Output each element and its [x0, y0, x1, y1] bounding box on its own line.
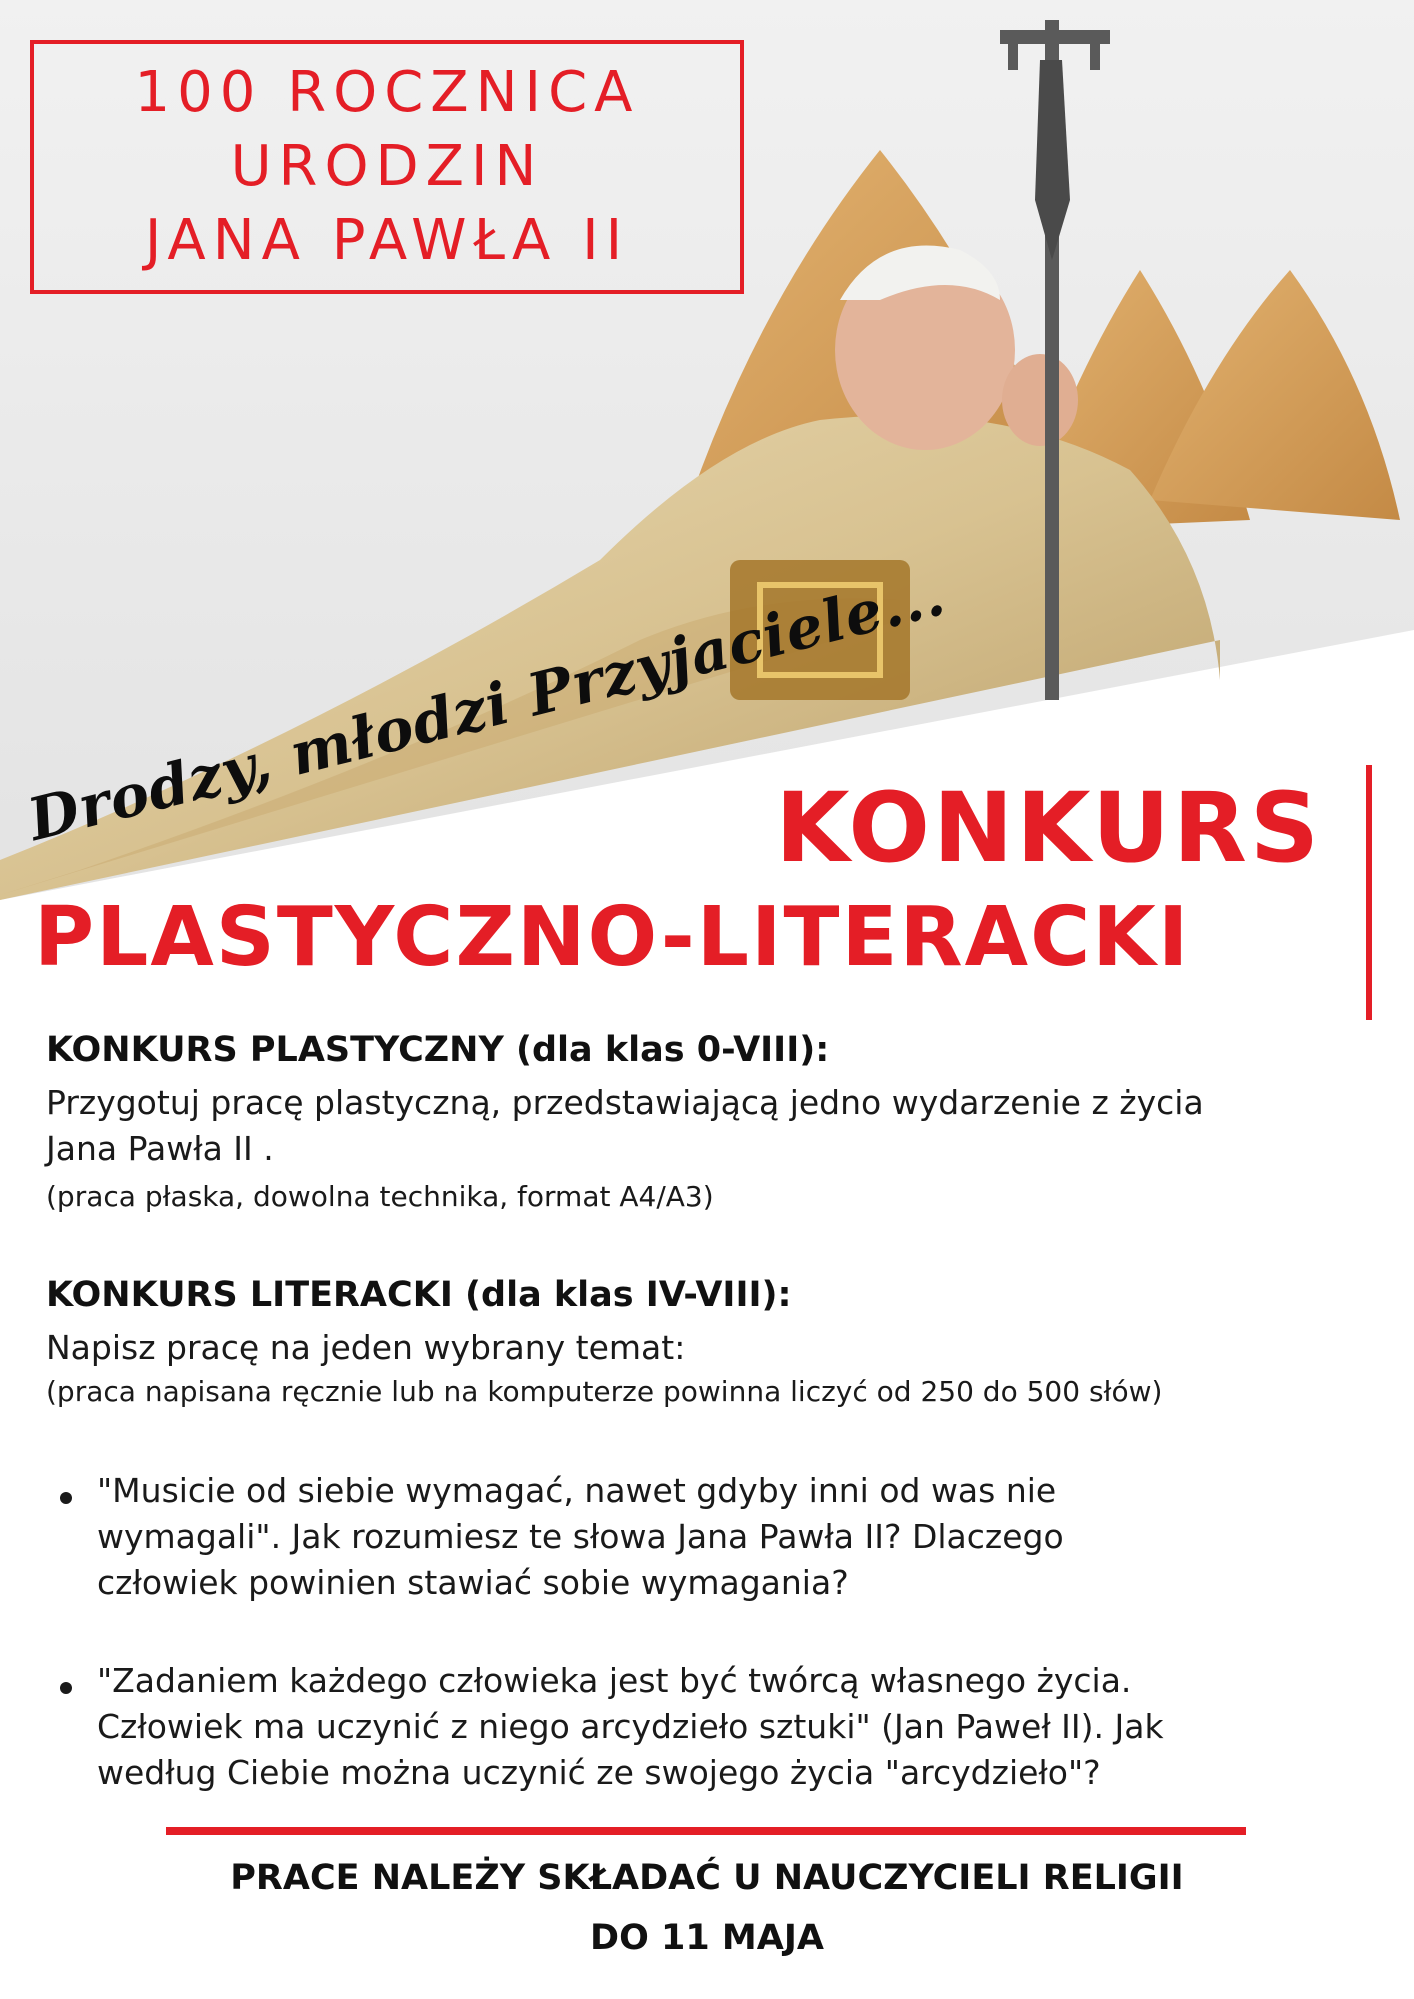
- bullet-icon: [60, 1682, 72, 1694]
- topic-1-line-1: "Musicie od siebie wymagać, nawet gdyby inni od was nie: [97, 1471, 1057, 1510]
- contest-title-line-1: KONKURS: [775, 772, 1322, 884]
- art-section-text-line-2: Jana Pawła II .: [46, 1129, 274, 1168]
- topic-2-line-3: według Ciebie można uczynić ze swojego życia "arcydzieło"?: [97, 1753, 1101, 1792]
- footer-line-2: DO 11 MAJA: [590, 1918, 824, 1958]
- red-vertical-divider: [1366, 765, 1372, 1020]
- art-section-text-line-1: Przygotuj pracę plastyczną, przedstawiającą jedno wydarzenie z życia: [46, 1083, 1204, 1122]
- literary-section-text: Napisz pracę na jeden wybrany temat:: [46, 1328, 686, 1367]
- art-section-heading: KONKURS PLASTYCZNY (dla klas 0-VIII):: [46, 1030, 830, 1070]
- anniversary-title-line-3: JANA PAWŁA II: [144, 208, 630, 273]
- footer-line-1: PRACE NALEŻY SKŁADAĆ U NAUCZYCIELI RELIGII: [230, 1858, 1184, 1898]
- anniversary-title-line-1: 100 ROCZNICA: [134, 60, 640, 125]
- topic-2-line-1: "Zadaniem każdego człowieka jest być twórcą własnego życia.: [97, 1661, 1132, 1700]
- red-horizontal-divider: [166, 1827, 1246, 1835]
- script-quote: Drodzy, młodzi Przyjaciele...: [21, 560, 952, 854]
- topic-1-line-3: człowiek powinien stawiać sobie wymagania?: [97, 1563, 849, 1602]
- contest-title-line-2: PLASTYCZNO-LITERACKI: [34, 890, 1191, 985]
- art-section-note: (praca płaska, dowolna technika, format A4/A3): [46, 1180, 714, 1213]
- topic-1: [97, 1468, 1337, 1606]
- topic-2-line-2: Człowiek ma uczynić z niego arcydzieło sztuki" (Jan Paweł II). Jak: [97, 1707, 1164, 1746]
- literary-section-note: (praca napisana ręcznie lub na komputerze powinna liczyć od 250 do 500 słów): [46, 1375, 1163, 1408]
- literary-section-heading: KONKURS LITERACKI (dla klas IV-VIII):: [46, 1275, 792, 1315]
- bullet-icon: [60, 1492, 72, 1504]
- topic-2: [97, 1658, 1337, 1796]
- topic-1-line-2: wymagali". Jak rozumiesz te słowa Jana Pawła II? Dlaczego: [97, 1517, 1064, 1556]
- anniversary-title-line-2: URODZIN: [230, 134, 544, 199]
- anniversary-title-box: [30, 40, 744, 294]
